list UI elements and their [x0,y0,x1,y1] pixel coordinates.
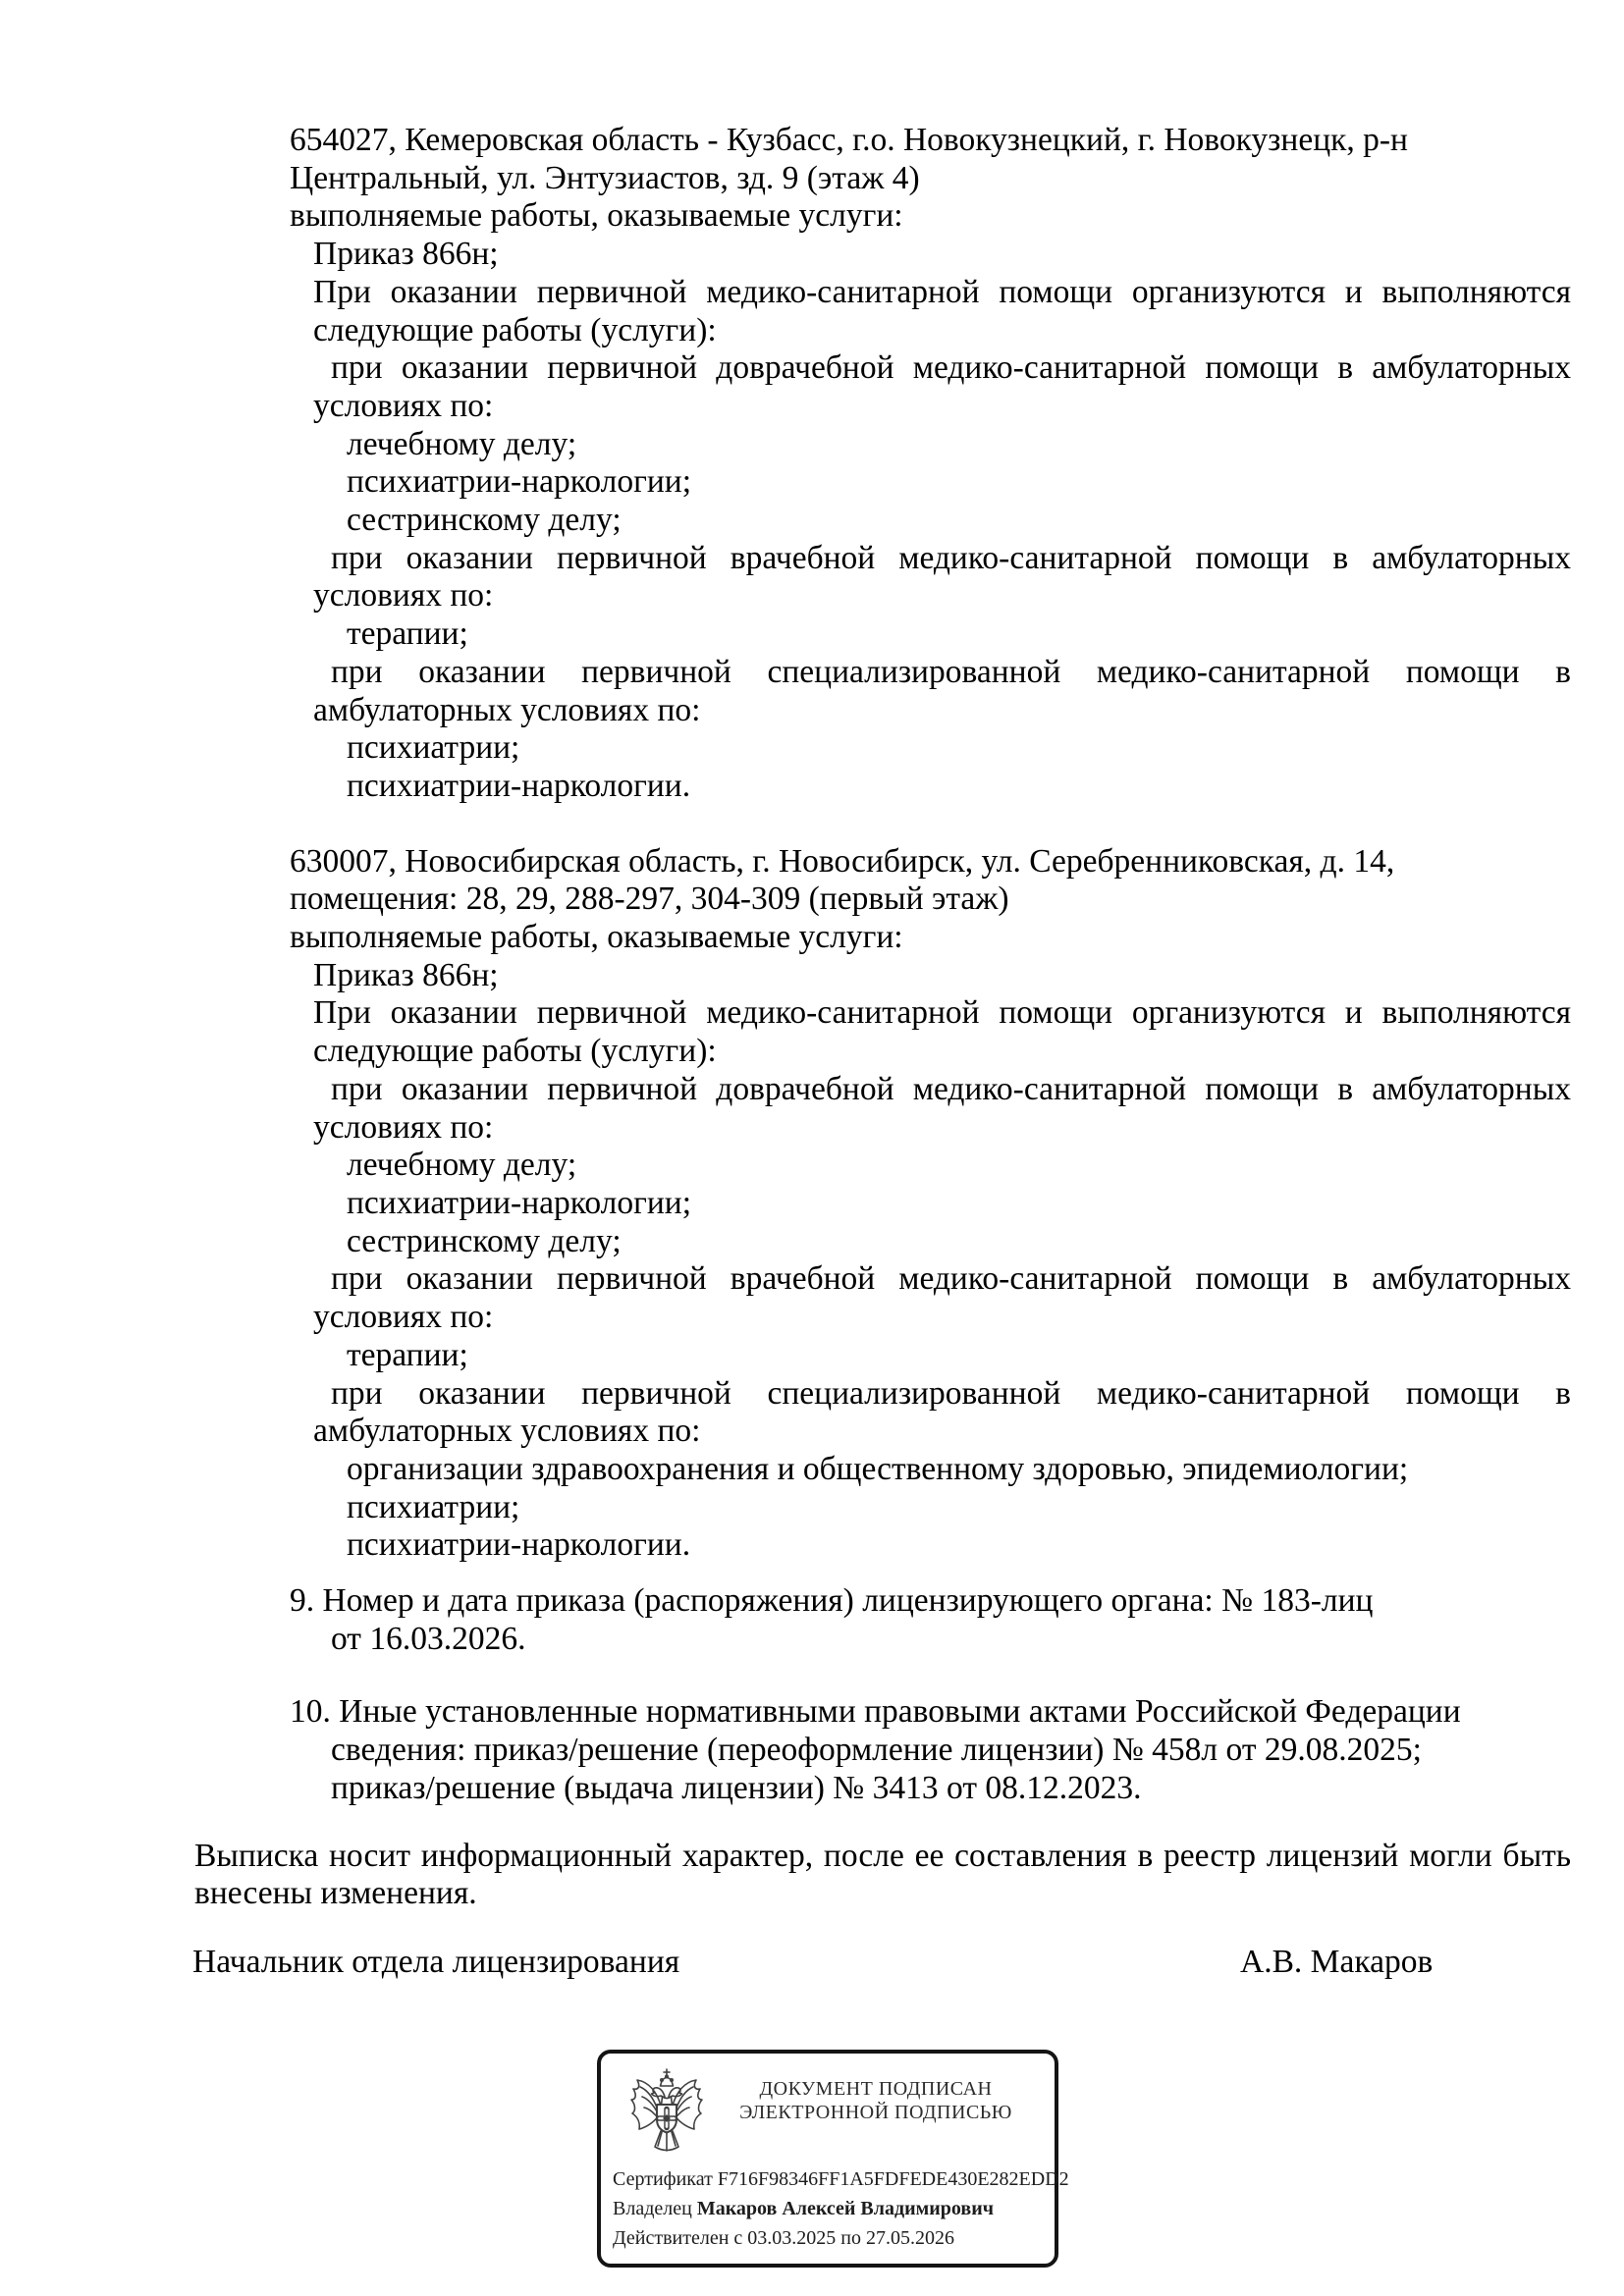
text-line: психиатрии-наркологии. [347,767,691,804]
double-headed-eagle-icon [627,2067,706,2160]
text-line: сведения: приказ/решение (переоформление лицензии) № 458л от 29.08.2025; [331,1732,1422,1769]
text-line: 654027, Кемеровская область - Кузбасс, г.о. Новокузнецкий, г. Новокузнецк, р-н [290,122,1408,158]
signature-row [192,1943,1571,1982]
text-line: условиях по: [313,577,494,614]
text-line: При оказании первичной медико-санитарной помощи организуются и выполняются [313,994,1571,1032]
text-line: психиатрии; [347,1488,520,1525]
owner-line [613,2197,994,2220]
text-line: от 16.03.2026. [331,1620,526,1657]
text-line: помещения: 28, 29, 288-297, 304-309 (первый этаж) [290,881,1009,918]
text-line: Приказ 866н; [313,956,499,993]
stamp-title-line2: ЭЛЕКТРОННОЙ ПОДПИСЬЮ [739,2102,1012,2123]
text-line: лечебному делу; [347,1147,577,1184]
text-line: условиях по: [313,387,494,424]
stamp-title [705,2077,1047,2124]
text-line: условиях по: [313,1108,494,1146]
text-line: условиях по: [313,1299,494,1336]
text-line: приказ/решение (выдача лицензии) № 3413 от 08.12.2023. [331,1769,1142,1806]
text-line: терапии; [347,615,468,653]
text-line: психиатрии-наркологии; [347,1184,692,1221]
text-line: 10. Иные установленные нормативными правовыми актами Российской Федерации [290,1693,1461,1731]
text-line: психиатрии-наркологии. [347,1526,691,1564]
signature-stamp [597,2050,1069,2268]
text-line: организации здравоохранения и общественному здоровью, эпидемиологии; [347,1450,1409,1487]
text-line: психиатрии-наркологии; [347,463,692,501]
owner-label: Владелец [613,2198,692,2219]
text-line: Выписка носит информационный характер, после ее составления в реестр лицензий могли быть [194,1837,1571,1874]
text-line: следующие работы (услуги): [313,311,717,348]
owner-name: Макаров Алексей Владимирович [696,2198,994,2219]
stamp-title-line1: ДОКУМЕНТ ПОДПИСАН [759,2078,993,2100]
certificate-line [613,2167,1069,2191]
text-line: 9. Номер и дата приказа (распоряжения) лицензирующего органа: № 183-лиц [290,1582,1374,1620]
text-line: при оказании первичной врачебной медико-санитарной помощи в амбулаторных [331,539,1571,576]
text-line: внесены изменения. [194,1875,477,1912]
signer-position-title: Начальник отдела лицензирования [192,1943,680,1980]
document-body [192,122,1571,1982]
text-line: При оказании первичной медико-санитарной помощи организуются и выполняются [313,273,1571,310]
text-line: Центральный, ул. Энтузиастов, зд. 9 (этаж 4) [290,159,920,196]
text-line: Приказ 866н; [313,236,499,273]
text-line: выполняемые работы, оказываемые услуги: [290,919,903,956]
signer-name: А.В. Макаров [1240,1943,1434,1980]
text-line: при оказании первичной врачебной медико-санитарной помощи в амбулаторных [331,1260,1571,1298]
certificate-label: Сертификат [613,2168,713,2190]
text-line: 630007, Новосибирская область, г. Новосибирск, ул. Серебренниковская, д. 14, [290,842,1395,880]
text-line: психиатрии; [347,729,520,767]
certificate-value: F716F98346FF1A5FDFEDE430E282EDD2 [717,2168,1069,2190]
text-line: сестринскому делу; [347,502,622,539]
text-line: лечебному делу; [347,425,577,462]
text-line: при оказании первичной специализированной медико-санитарной помощи в [331,1374,1571,1412]
text-line: при оказании первичной доврачебной медико-санитарной помощи в амбулаторных [331,349,1571,387]
text-line: амбулаторных условиях по: [313,1413,701,1450]
validity-line: Действителен с 03.03.2025 по 27.05.2026 [613,2227,954,2249]
text-line: следующие работы (услуги): [313,1033,717,1070]
text-line: терапии; [347,1336,468,1373]
text-line: при оказании первичной специализированной медико-санитарной помощи в [331,653,1571,690]
text-line: амбулаторных условиях по: [313,691,701,728]
text-line: при оказании первичной доврачебной медико-санитарной помощи в амбулаторных [331,1070,1571,1107]
text-line: сестринскому делу; [347,1222,622,1259]
text-line: выполняемые работы, оказываемые услуги: [290,197,903,235]
